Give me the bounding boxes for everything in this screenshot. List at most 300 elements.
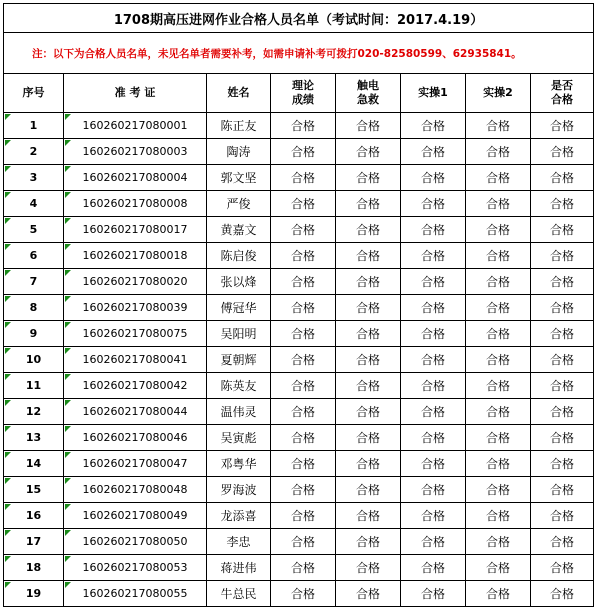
exam-number-cell-text: 160260217080042 bbox=[82, 379, 188, 392]
practice1-cell-text: 合格 bbox=[420, 405, 445, 419]
rescue-cell bbox=[336, 399, 401, 425]
theory-cell bbox=[271, 425, 336, 451]
cell-marker-icon bbox=[65, 270, 71, 276]
seq-cell bbox=[4, 139, 64, 165]
practice2-cell-text: 合格 bbox=[485, 327, 510, 341]
name-cell-text: 陈英友 bbox=[220, 379, 257, 393]
cell-marker-icon bbox=[65, 244, 71, 250]
rescue-cell-text: 合格 bbox=[355, 431, 380, 445]
seq-cell-text: 19 bbox=[25, 587, 42, 600]
qualified-cell-text: 合格 bbox=[550, 249, 575, 263]
qualified-cell-text: 合格 bbox=[550, 535, 575, 549]
rescue-cell-text: 合格 bbox=[355, 561, 380, 575]
practice2-cell bbox=[466, 217, 531, 243]
qualified-cell bbox=[531, 139, 594, 165]
seq-cell bbox=[4, 581, 64, 607]
qualified-cell bbox=[531, 555, 594, 581]
theory-cell-text: 合格 bbox=[290, 405, 315, 419]
practice2-cell-text: 合格 bbox=[485, 171, 510, 185]
seq-cell bbox=[4, 477, 64, 503]
rescue-cell-text: 合格 bbox=[355, 301, 380, 315]
cell-marker-icon bbox=[65, 452, 71, 458]
practice2-cell bbox=[466, 269, 531, 295]
qualified-cell bbox=[531, 113, 594, 139]
qualified-cell bbox=[531, 321, 594, 347]
name-cell bbox=[207, 191, 271, 217]
seq-cell bbox=[4, 321, 64, 347]
theory-cell-text: 合格 bbox=[290, 119, 315, 133]
rescue-cell bbox=[336, 217, 401, 243]
exam-number-cell bbox=[64, 347, 207, 373]
theory-cell-text: 合格 bbox=[290, 327, 315, 341]
theory-cell-text: 合格 bbox=[290, 431, 315, 445]
rescue-cell-text: 合格 bbox=[355, 275, 380, 289]
cell-marker-icon bbox=[65, 374, 71, 380]
exam-number-cell bbox=[64, 529, 207, 555]
cell-marker-icon bbox=[5, 582, 11, 588]
name-cell-text: 李忠 bbox=[226, 535, 251, 549]
header-practice-2: 实操2 bbox=[466, 74, 531, 113]
exam-number-cell bbox=[64, 555, 207, 581]
table-row bbox=[4, 425, 594, 451]
qualified-cell-text: 合格 bbox=[550, 223, 575, 237]
cell-marker-icon bbox=[5, 296, 11, 302]
rescue-cell bbox=[336, 555, 401, 581]
practice1-cell bbox=[401, 113, 466, 139]
cell-marker-icon bbox=[5, 218, 11, 224]
rescue-cell-text: 合格 bbox=[355, 145, 380, 159]
seq-cell bbox=[4, 269, 64, 295]
practice2-cell-text: 合格 bbox=[485, 249, 510, 263]
exam-number-cell-text: 160260217080047 bbox=[82, 457, 188, 470]
exam-number-cell bbox=[64, 477, 207, 503]
practice1-cell-text: 合格 bbox=[420, 275, 445, 289]
table-row bbox=[4, 165, 594, 191]
exam-number-cell bbox=[64, 139, 207, 165]
practice1-cell bbox=[401, 425, 466, 451]
exam-number-cell bbox=[64, 399, 207, 425]
theory-cell bbox=[271, 321, 336, 347]
page-title: 1708期高压进网作业合格人员名单（考试时间：2017.4.19） bbox=[4, 4, 594, 33]
rescue-cell-text: 合格 bbox=[355, 119, 380, 133]
practice1-cell bbox=[401, 165, 466, 191]
qualified-cell-text: 合格 bbox=[550, 145, 575, 159]
seq-cell bbox=[4, 191, 64, 217]
practice2-cell-text: 合格 bbox=[485, 379, 510, 393]
theory-cell bbox=[271, 555, 336, 581]
exam-number-cell-text: 160260217080001 bbox=[82, 119, 188, 132]
practice1-cell-text: 合格 bbox=[420, 457, 445, 471]
name-cell bbox=[207, 217, 271, 243]
qualified-cell-text: 合格 bbox=[550, 327, 575, 341]
name-cell-text: 郭文坚 bbox=[220, 171, 257, 185]
theory-cell-text: 合格 bbox=[290, 587, 315, 601]
practice1-cell bbox=[401, 451, 466, 477]
name-cell-text: 龙添喜 bbox=[220, 509, 257, 523]
seq-cell-text: 8 bbox=[29, 301, 38, 314]
theory-cell-text: 合格 bbox=[290, 275, 315, 289]
practice2-cell-text: 合格 bbox=[485, 483, 510, 497]
theory-cell-text: 合格 bbox=[290, 353, 315, 367]
cell-marker-icon bbox=[65, 166, 71, 172]
name-cell bbox=[207, 529, 271, 555]
theory-cell bbox=[271, 503, 336, 529]
name-cell bbox=[207, 477, 271, 503]
qualified-cell-text: 合格 bbox=[550, 301, 575, 315]
exam-number-cell bbox=[64, 581, 207, 607]
qualified-cell bbox=[531, 425, 594, 451]
exam-number-cell-text: 160260217080008 bbox=[82, 197, 188, 210]
practice1-cell-text: 合格 bbox=[420, 249, 445, 263]
table-row bbox=[4, 295, 594, 321]
rescue-cell bbox=[336, 451, 401, 477]
qualified-cell-text: 合格 bbox=[550, 561, 575, 575]
practice2-cell bbox=[466, 139, 531, 165]
theory-cell-text: 合格 bbox=[290, 509, 315, 523]
practice2-cell-text: 合格 bbox=[485, 197, 510, 211]
cell-marker-icon bbox=[65, 400, 71, 406]
practice2-cell-text: 合格 bbox=[485, 509, 510, 523]
exam-number-cell bbox=[64, 269, 207, 295]
practice1-cell bbox=[401, 191, 466, 217]
table-row bbox=[4, 321, 594, 347]
name-cell-text: 傅冠华 bbox=[220, 301, 257, 315]
name-cell-text: 夏朝辉 bbox=[220, 353, 257, 367]
practice1-cell-text: 合格 bbox=[420, 431, 445, 445]
rescue-cell-text: 合格 bbox=[355, 379, 380, 393]
table-row bbox=[4, 139, 594, 165]
seq-cell bbox=[4, 529, 64, 555]
cell-marker-icon bbox=[65, 504, 71, 510]
practice1-cell bbox=[401, 581, 466, 607]
practice1-cell-text: 合格 bbox=[420, 223, 445, 237]
cell-marker-icon bbox=[65, 114, 71, 120]
rescue-cell bbox=[336, 581, 401, 607]
rescue-cell bbox=[336, 243, 401, 269]
qualified-cell-text: 合格 bbox=[550, 483, 575, 497]
pass-list-table bbox=[3, 3, 594, 607]
seq-cell-text: 9 bbox=[29, 327, 38, 340]
qualified-cell-text: 合格 bbox=[550, 119, 575, 133]
exam-number-cell bbox=[64, 321, 207, 347]
practice1-cell-text: 合格 bbox=[420, 197, 445, 211]
qualified-cell bbox=[531, 295, 594, 321]
name-cell-text: 陈启俊 bbox=[220, 249, 257, 263]
rescue-cell-text: 合格 bbox=[355, 587, 380, 601]
seq-cell bbox=[4, 425, 64, 451]
exam-number-cell-text: 160260217080018 bbox=[82, 249, 188, 262]
theory-cell-text: 合格 bbox=[290, 249, 315, 263]
practice2-cell bbox=[466, 451, 531, 477]
theory-cell bbox=[271, 477, 336, 503]
practice2-cell bbox=[466, 503, 531, 529]
practice1-cell bbox=[401, 139, 466, 165]
practice1-cell-text: 合格 bbox=[420, 587, 445, 601]
rescue-cell bbox=[336, 139, 401, 165]
exam-number-cell bbox=[64, 113, 207, 139]
seq-cell-text: 18 bbox=[25, 561, 42, 574]
exam-number-cell bbox=[64, 165, 207, 191]
table-row bbox=[4, 451, 594, 477]
name-cell-text: 罗海波 bbox=[220, 483, 257, 497]
name-cell bbox=[207, 139, 271, 165]
practice2-cell bbox=[466, 399, 531, 425]
seq-cell-text: 4 bbox=[29, 197, 38, 210]
practice2-cell bbox=[466, 243, 531, 269]
rescue-cell bbox=[336, 425, 401, 451]
rescue-cell bbox=[336, 373, 401, 399]
seq-cell-text: 11 bbox=[25, 379, 42, 392]
exam-number-cell-text: 160260217080039 bbox=[82, 301, 188, 314]
practice2-cell bbox=[466, 581, 531, 607]
theory-cell-text: 合格 bbox=[290, 483, 315, 497]
cell-marker-icon bbox=[5, 374, 11, 380]
qualified-cell-text: 合格 bbox=[550, 431, 575, 445]
practice1-cell bbox=[401, 295, 466, 321]
rescue-cell bbox=[336, 347, 401, 373]
header-practice-1: 实操1 bbox=[401, 74, 466, 113]
qualified-cell bbox=[531, 477, 594, 503]
theory-cell bbox=[271, 373, 336, 399]
exam-number-cell bbox=[64, 425, 207, 451]
name-cell-text: 牛总民 bbox=[220, 587, 257, 601]
rescue-cell-text: 合格 bbox=[355, 223, 380, 237]
name-cell bbox=[207, 581, 271, 607]
rescue-cell bbox=[336, 269, 401, 295]
name-cell bbox=[207, 295, 271, 321]
rescue-cell-text: 合格 bbox=[355, 405, 380, 419]
name-cell-text: 吴阳明 bbox=[220, 327, 257, 341]
exam-number-cell-text: 160260217080075 bbox=[82, 327, 188, 340]
seq-cell-text: 14 bbox=[25, 457, 42, 470]
name-cell bbox=[207, 321, 271, 347]
rescue-cell bbox=[336, 503, 401, 529]
seq-cell bbox=[4, 165, 64, 191]
qualified-cell-text: 合格 bbox=[550, 457, 575, 471]
practice1-cell-text: 合格 bbox=[420, 483, 445, 497]
exam-number-cell-text: 160260217080046 bbox=[82, 431, 188, 444]
cell-marker-icon bbox=[5, 530, 11, 536]
practice1-cell bbox=[401, 529, 466, 555]
seq-cell-text: 15 bbox=[25, 483, 42, 496]
practice2-cell-text: 合格 bbox=[485, 275, 510, 289]
practice2-cell bbox=[466, 373, 531, 399]
seq-cell-text: 1 bbox=[29, 119, 38, 132]
practice2-cell-text: 合格 bbox=[485, 301, 510, 315]
seq-cell bbox=[4, 373, 64, 399]
theory-cell-text: 合格 bbox=[290, 561, 315, 575]
practice2-cell-text: 合格 bbox=[485, 223, 510, 237]
table-row bbox=[4, 477, 594, 503]
theory-cell-text: 合格 bbox=[290, 379, 315, 393]
name-cell-text: 邓粤华 bbox=[220, 457, 257, 471]
exam-number-cell bbox=[64, 503, 207, 529]
theory-cell bbox=[271, 217, 336, 243]
practice2-cell-text: 合格 bbox=[485, 457, 510, 471]
exam-number-cell-text: 160260217080020 bbox=[82, 275, 188, 288]
name-cell bbox=[207, 451, 271, 477]
theory-cell bbox=[271, 295, 336, 321]
seq-cell bbox=[4, 399, 64, 425]
name-cell-text: 吴寅彪 bbox=[220, 431, 257, 445]
qualified-cell bbox=[531, 451, 594, 477]
header-theory-score: 理论 成绩 bbox=[271, 74, 336, 113]
name-cell-text: 温伟灵 bbox=[220, 405, 257, 419]
seq-cell-text: 12 bbox=[25, 405, 42, 418]
qualified-cell bbox=[531, 269, 594, 295]
table-row bbox=[4, 503, 594, 529]
qualified-cell bbox=[531, 347, 594, 373]
exam-number-cell-text: 160260217080041 bbox=[82, 353, 188, 366]
name-cell-text: 黄嘉文 bbox=[220, 223, 257, 237]
cell-marker-icon bbox=[5, 452, 11, 458]
exam-number-cell bbox=[64, 295, 207, 321]
theory-cell bbox=[271, 191, 336, 217]
cell-marker-icon bbox=[65, 530, 71, 536]
qualified-cell bbox=[531, 503, 594, 529]
header-qualified: 是否 合格 bbox=[531, 74, 594, 113]
seq-cell bbox=[4, 217, 64, 243]
practice1-cell-text: 合格 bbox=[420, 561, 445, 575]
rescue-cell-text: 合格 bbox=[355, 457, 380, 471]
seq-cell-text: 6 bbox=[29, 249, 38, 262]
cell-marker-icon bbox=[5, 166, 11, 172]
practice2-cell-text: 合格 bbox=[485, 119, 510, 133]
practice1-cell bbox=[401, 217, 466, 243]
qualified-cell-text: 合格 bbox=[550, 379, 575, 393]
theory-cell-text: 合格 bbox=[290, 457, 315, 471]
name-cell-text: 蒋进伟 bbox=[220, 561, 257, 575]
header-seq: 序号 bbox=[4, 74, 64, 113]
practice1-cell-text: 合格 bbox=[420, 171, 445, 185]
exam-number-cell bbox=[64, 191, 207, 217]
practice1-cell-text: 合格 bbox=[420, 535, 445, 549]
theory-cell bbox=[271, 269, 336, 295]
rescue-cell-text: 合格 bbox=[355, 249, 380, 263]
theory-cell bbox=[271, 581, 336, 607]
qualified-cell-text: 合格 bbox=[550, 405, 575, 419]
qualified-cell-text: 合格 bbox=[550, 171, 575, 185]
practice2-cell-text: 合格 bbox=[485, 535, 510, 549]
practice2-cell bbox=[466, 425, 531, 451]
seq-cell-text: 16 bbox=[25, 509, 42, 522]
rescue-cell bbox=[336, 321, 401, 347]
header-exam-number: 准 考 证 bbox=[64, 74, 207, 113]
name-cell-text: 陶涛 bbox=[226, 145, 251, 159]
seq-cell bbox=[4, 555, 64, 581]
cell-marker-icon bbox=[5, 400, 11, 406]
cell-marker-icon bbox=[65, 140, 71, 146]
theory-cell-text: 合格 bbox=[290, 223, 315, 237]
cell-marker-icon bbox=[5, 192, 11, 198]
theory-cell-text: 合格 bbox=[290, 301, 315, 315]
theory-cell bbox=[271, 529, 336, 555]
seq-cell-text: 2 bbox=[29, 145, 38, 158]
exam-number-cell-text: 160260217080044 bbox=[82, 405, 188, 418]
practice1-cell-text: 合格 bbox=[420, 353, 445, 367]
seq-cell bbox=[4, 295, 64, 321]
rescue-cell-text: 合格 bbox=[355, 353, 380, 367]
exam-number-cell bbox=[64, 451, 207, 477]
rescue-cell-text: 合格 bbox=[355, 197, 380, 211]
qualified-cell bbox=[531, 399, 594, 425]
seq-cell-text: 3 bbox=[29, 171, 38, 184]
qualified-cell-text: 合格 bbox=[550, 275, 575, 289]
theory-cell bbox=[271, 243, 336, 269]
rescue-cell bbox=[336, 113, 401, 139]
theory-cell bbox=[271, 165, 336, 191]
qualified-cell bbox=[531, 191, 594, 217]
exam-number-cell bbox=[64, 243, 207, 269]
practice2-cell bbox=[466, 113, 531, 139]
practice2-cell-text: 合格 bbox=[485, 405, 510, 419]
cell-marker-icon bbox=[65, 348, 71, 354]
cell-marker-icon bbox=[5, 556, 11, 562]
theory-cell-text: 合格 bbox=[290, 145, 315, 159]
qualified-cell-text: 合格 bbox=[550, 587, 575, 601]
practice2-cell bbox=[466, 347, 531, 373]
name-cell-text: 陈正友 bbox=[220, 119, 257, 133]
table-row bbox=[4, 243, 594, 269]
rescue-cell bbox=[336, 295, 401, 321]
exam-number-cell-text: 160260217080049 bbox=[82, 509, 188, 522]
cell-marker-icon bbox=[5, 114, 11, 120]
exam-number-cell bbox=[64, 373, 207, 399]
table-row bbox=[4, 347, 594, 373]
name-cell bbox=[207, 425, 271, 451]
practice1-cell-text: 合格 bbox=[420, 379, 445, 393]
practice1-cell bbox=[401, 347, 466, 373]
theory-cell-text: 合格 bbox=[290, 197, 315, 211]
cell-marker-icon bbox=[65, 322, 71, 328]
qualified-cell bbox=[531, 529, 594, 555]
name-cell bbox=[207, 347, 271, 373]
practice1-cell bbox=[401, 269, 466, 295]
cell-marker-icon bbox=[65, 478, 71, 484]
table-row bbox=[4, 269, 594, 295]
practice2-cell bbox=[466, 321, 531, 347]
exam-number-cell-text: 160260217080055 bbox=[82, 587, 188, 600]
practice2-cell bbox=[466, 529, 531, 555]
cell-marker-icon bbox=[65, 296, 71, 302]
name-cell bbox=[207, 243, 271, 269]
exam-number-cell-text: 160260217080003 bbox=[82, 145, 188, 158]
seq-cell-text: 10 bbox=[25, 353, 42, 366]
practice2-cell-text: 合格 bbox=[485, 431, 510, 445]
practice1-cell bbox=[401, 477, 466, 503]
theory-cell bbox=[271, 399, 336, 425]
qualified-cell bbox=[531, 373, 594, 399]
name-cell bbox=[207, 113, 271, 139]
rescue-cell bbox=[336, 191, 401, 217]
practice2-cell-text: 合格 bbox=[485, 145, 510, 159]
header-electric-shock-rescue: 触电 急救 bbox=[336, 74, 401, 113]
theory-cell bbox=[271, 113, 336, 139]
name-cell bbox=[207, 399, 271, 425]
qualified-cell bbox=[531, 243, 594, 269]
cell-marker-icon bbox=[5, 478, 11, 484]
seq-cell-text: 5 bbox=[29, 223, 38, 236]
seq-cell bbox=[4, 451, 64, 477]
makeup-exam-notice: 注：以下为合格人员名单，未见名单者需要补考，如需申请补考可拨打020-82580599、62935841。 bbox=[4, 33, 594, 74]
seq-cell-text: 17 bbox=[25, 535, 42, 548]
seq-cell bbox=[4, 243, 64, 269]
seq-cell bbox=[4, 503, 64, 529]
practice1-cell bbox=[401, 321, 466, 347]
cell-marker-icon bbox=[5, 244, 11, 250]
qualified-cell-text: 合格 bbox=[550, 197, 575, 211]
table-row bbox=[4, 581, 594, 607]
